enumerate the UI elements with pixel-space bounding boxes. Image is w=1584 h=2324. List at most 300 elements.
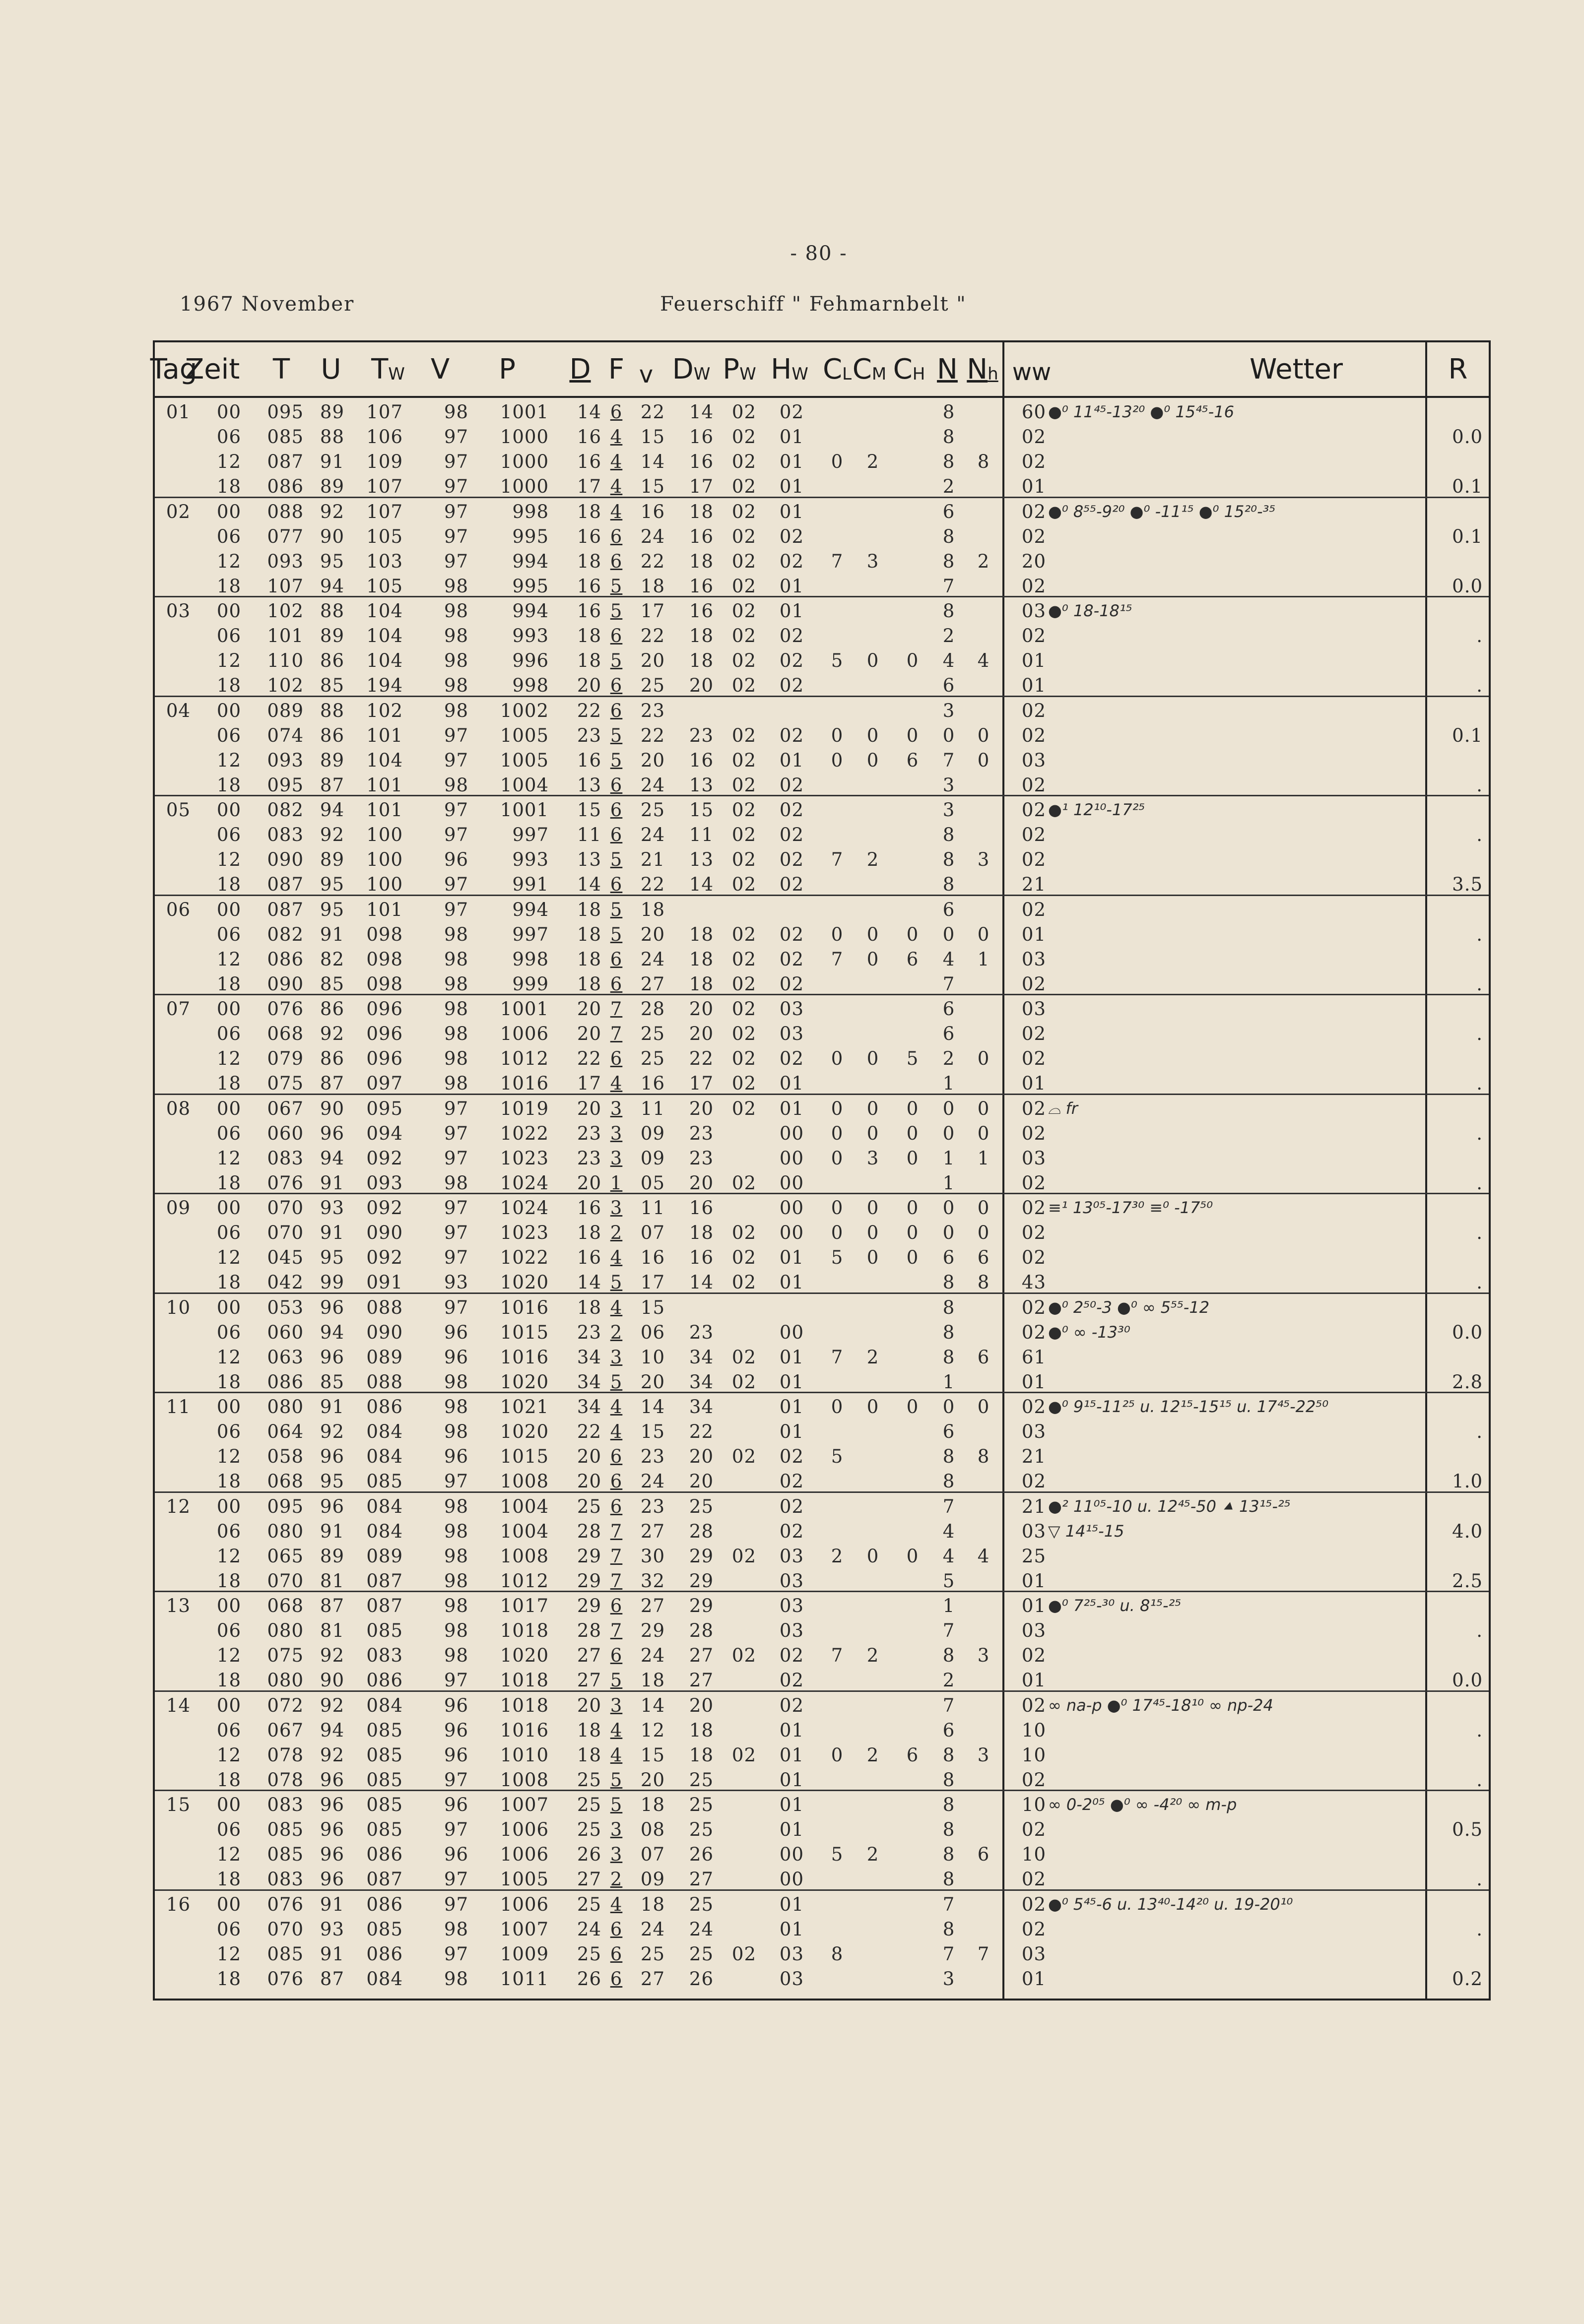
cell-r [1428, 1842, 1483, 1867]
cell-p: 1016 [500, 1073, 549, 1094]
cell-cl [820, 898, 855, 922]
cell-zeit: 12 [216, 1048, 241, 1069]
cell-v: 98 [444, 948, 468, 970]
cell-d: 20 [577, 1172, 601, 1194]
cell-cm [856, 1867, 890, 1892]
cell-n: 6 [942, 899, 955, 920]
cell-v: 98 [444, 650, 468, 671]
cell-u: 91 [320, 1396, 344, 1418]
cell-dw: 23 [689, 724, 714, 746]
cell-r [1428, 1395, 1483, 1420]
table-row [155, 1494, 1489, 1519]
cell-cm [856, 1022, 890, 1046]
cell-nh [966, 699, 1001, 723]
table-row [155, 1768, 1489, 1793]
cell-nh [966, 1892, 1001, 1917]
cell-ch [895, 798, 930, 823]
cell-tw: 109 [366, 451, 403, 472]
cell-t: 060 [267, 1321, 304, 1343]
cell-t: 101 [267, 625, 304, 646]
cell-t: 042 [267, 1272, 304, 1293]
cell-v: 97 [444, 501, 468, 522]
cell-ch [895, 1171, 930, 1196]
cell-cm: 0 [866, 1097, 879, 1119]
cell-f: 4 [610, 1893, 623, 1915]
cell-ww: 43 [1021, 1272, 1046, 1293]
cell-tw: 085 [366, 1719, 403, 1741]
cell-cl: 0 [831, 1122, 844, 1144]
table-row [155, 847, 1489, 872]
cell-pw: 02 [731, 675, 756, 696]
cell-u: 90 [320, 1097, 344, 1119]
cell-t: 080 [267, 1620, 304, 1641]
cell-pw: 02 [731, 948, 756, 970]
cell-hw: 03 [779, 1023, 804, 1044]
cell-cm: 0 [866, 1048, 879, 1069]
cell-r: 0.2 [1452, 1968, 1483, 1990]
cell-tag: 08 [166, 1097, 191, 1119]
cell-n: 8 [942, 1296, 955, 1318]
cell-v: 98 [444, 774, 468, 796]
cell-t: 083 [267, 824, 304, 845]
table-row [155, 1668, 1489, 1693]
cell-v: 22 [640, 625, 665, 646]
table-row [155, 1544, 1489, 1569]
cell-dw: 17 [689, 476, 714, 497]
cell-t: 053 [267, 1296, 304, 1318]
cell-zeit: 06 [216, 1819, 241, 1840]
cell-tw: 087 [366, 1595, 403, 1616]
cell-cl: 0 [831, 1048, 844, 1069]
cell-tw: 085 [366, 1769, 403, 1791]
cell-p: 997 [512, 824, 549, 845]
cell-d: 22 [577, 700, 601, 721]
cell-ch [895, 1345, 930, 1370]
cell-cm [856, 773, 890, 798]
cell-hw: 01 [779, 1744, 804, 1766]
table-row [155, 798, 1489, 823]
cell-tw: 085 [366, 1744, 403, 1766]
cell-pw: 02 [731, 625, 756, 646]
cell-cm [856, 997, 890, 1022]
cell-t: 088 [267, 501, 304, 522]
cell-u: 94 [320, 1321, 344, 1343]
cell-t: 075 [267, 1073, 304, 1094]
cell-hw [749, 699, 804, 723]
cell-n: 8 [942, 600, 955, 622]
cell-dw: 13 [689, 774, 714, 796]
cell-ch [895, 1768, 930, 1793]
cell-zeit: 06 [216, 1918, 241, 1940]
cell-cl [820, 500, 855, 524]
cell-zeit: 06 [216, 724, 241, 746]
cell-cl [820, 798, 855, 823]
cell-f: 5 [610, 1272, 623, 1293]
cell-nh [966, 1171, 1001, 1196]
cell-cl: 7 [831, 550, 844, 572]
cell-nh [966, 1494, 1001, 1519]
table-row [155, 872, 1489, 897]
cell-t: 070 [267, 1222, 304, 1243]
cell-v: 22 [640, 401, 665, 423]
cell-nh: 6 [977, 1844, 990, 1865]
cell-zeit: 18 [216, 1272, 241, 1293]
cell-cl [820, 1370, 855, 1395]
cell-nh [966, 1469, 1001, 1494]
cell-v: 24 [640, 948, 665, 970]
cell-zeit: 00 [216, 501, 241, 522]
cell-u: 85 [320, 675, 344, 696]
cell-ww: 02 [1021, 774, 1046, 796]
day-separator [155, 1690, 1489, 1692]
cell-u: 96 [320, 1869, 344, 1890]
cell-t: 078 [267, 1769, 304, 1791]
cell-v: 15 [640, 476, 665, 497]
cell-d: 18 [577, 923, 601, 945]
cell-cl: 0 [831, 749, 844, 771]
cell-f: 5 [610, 899, 623, 920]
cell-tw: 101 [366, 799, 403, 821]
col-header-zeit: Zeit [185, 353, 240, 386]
cell-f: 6 [610, 1048, 623, 1069]
cell-d: 16 [577, 575, 601, 597]
cell-tw: 084 [366, 1968, 403, 1990]
cell-tw: 107 [366, 401, 403, 423]
cell-ww: 02 [1021, 1247, 1046, 1268]
cell-v: 16 [640, 1073, 665, 1094]
cell-t: 082 [267, 799, 304, 821]
cell-tw: 085 [366, 1918, 403, 1940]
cell-r [1428, 748, 1483, 773]
cell-wetter: ●⁰ 11⁴⁵-13²⁰ ●⁰ 15⁴⁵-16 [1048, 402, 1234, 421]
cell-n: 5 [942, 1570, 955, 1592]
cell-t: 083 [267, 1794, 304, 1815]
cell-r: . [1476, 973, 1483, 995]
cell-d: 25 [577, 1794, 601, 1815]
cell-u: 92 [320, 1645, 344, 1666]
cell-tw: 086 [366, 1844, 403, 1865]
cell-u: 92 [320, 824, 344, 845]
cell-ww: 01 [1021, 1073, 1046, 1094]
cell-wetter: ▽ 14¹⁵-15 [1048, 1521, 1124, 1541]
cell-p: 1018 [500, 1620, 549, 1641]
cell-cm [856, 1270, 890, 1295]
cell-n: 6 [942, 675, 955, 696]
cell-d: 18 [577, 1744, 601, 1766]
cell-hw: 01 [779, 1073, 804, 1094]
cell-tw: 084 [366, 1694, 403, 1716]
cell-v: 23 [640, 700, 665, 721]
col-header-dw: D $_W$ [672, 353, 711, 386]
cell-pw: 02 [731, 650, 756, 671]
cell-d: 20 [577, 1097, 601, 1119]
cell-ch [895, 549, 930, 574]
cell-v: 17 [640, 1272, 665, 1293]
cell-dw: 25 [689, 1943, 714, 1965]
cell-v: 98 [444, 700, 468, 721]
cell-ch: 0 [906, 1122, 919, 1144]
cell-pw: 02 [731, 600, 756, 622]
cell-cl [820, 1892, 855, 1917]
cell-nh [966, 898, 1001, 922]
cell-nh [966, 1370, 1001, 1395]
cell-hw: 02 [779, 1048, 804, 1069]
cell-v: 09 [640, 1147, 665, 1169]
cell-f: 6 [610, 1471, 623, 1492]
cell-cl [820, 1494, 855, 1519]
table-row [155, 1097, 1489, 1121]
cell-tw: 102 [366, 700, 403, 721]
cell-v: 97 [444, 1893, 468, 1915]
cell-pw: 02 [731, 749, 756, 771]
cell-t: 080 [267, 1670, 304, 1691]
cell-ch [895, 1917, 930, 1942]
cell-p: 1023 [500, 1147, 549, 1169]
cell-u: 95 [320, 899, 344, 920]
cell-dw [674, 898, 714, 922]
cell-wetter: ●⁰ ∞ -13³⁰ [1048, 1322, 1130, 1342]
cell-cm [856, 500, 890, 524]
cell-ww: 60 [1021, 401, 1046, 423]
cell-cm [856, 474, 890, 499]
cell-cl: 7 [831, 849, 844, 870]
cell-dw: 22 [689, 1048, 714, 1069]
cell-f: 4 [610, 1421, 623, 1442]
cell-tw: 103 [366, 550, 403, 572]
cell-hw: 00 [779, 1197, 804, 1219]
cell-nh [966, 1793, 1001, 1817]
cell-cl: 5 [831, 1247, 844, 1268]
cell-pw: 02 [731, 1645, 756, 1666]
cell-zeit: 06 [216, 1719, 241, 1741]
cell-ww: 01 [1021, 476, 1046, 497]
cell-tw: 087 [366, 1869, 403, 1890]
col-header-nh: N $_h$ [967, 353, 998, 386]
cell-ww: 02 [1021, 1097, 1046, 1119]
cell-tw: 107 [366, 476, 403, 497]
cell-p: 998 [512, 948, 549, 970]
cell-r [1428, 549, 1483, 574]
cell-tw: 086 [366, 1893, 403, 1915]
cell-t: 083 [267, 1869, 304, 1890]
cell-n: 6 [942, 1719, 955, 1741]
day-separator [155, 1491, 1489, 1493]
cell-ww: 02 [1021, 1396, 1046, 1418]
cell-hw: 01 [779, 1346, 804, 1368]
cell-tw: 105 [366, 575, 403, 597]
cell-u: 92 [320, 1421, 344, 1442]
cell-n: 0 [942, 1396, 955, 1418]
cell-zeit: 00 [216, 1495, 241, 1517]
cell-u: 96 [320, 1769, 344, 1791]
cell-v: 23 [640, 1495, 665, 1517]
col-header-ww: ww [1012, 358, 1052, 386]
cell-u: 88 [320, 700, 344, 721]
cell-pw: 02 [731, 774, 756, 796]
cell-t: 086 [267, 476, 304, 497]
cell-wetter: ●⁰ 7²⁵-³⁰ u. 8¹⁵-²⁵ [1048, 1596, 1182, 1615]
cell-u: 92 [320, 1744, 344, 1766]
cell-u: 96 [320, 1819, 344, 1840]
cell-nh: 0 [977, 749, 990, 771]
cell-hw: 02 [779, 625, 804, 646]
cell-cl [820, 1718, 855, 1743]
cell-ww: 02 [1021, 1122, 1046, 1144]
cell-cm [856, 1917, 890, 1942]
cell-p: 1001 [500, 401, 549, 423]
cell-cl [820, 1618, 855, 1643]
cell-r: . [1476, 1222, 1483, 1243]
cell-r [1428, 798, 1483, 823]
col-header-t: T [272, 353, 290, 386]
cell-f: 1 [610, 1172, 623, 1194]
cell-cl [820, 524, 855, 549]
cell-cm [856, 1892, 890, 1917]
cell-p: 1006 [500, 1893, 549, 1915]
cell-d: 16 [577, 600, 601, 622]
cell-hw: 00 [779, 1321, 804, 1343]
cell-f: 3 [610, 1844, 623, 1865]
cell-zeit: 06 [216, 1222, 241, 1243]
table-row [155, 648, 1489, 673]
cell-hw: 03 [779, 998, 804, 1020]
cell-u: 81 [320, 1570, 344, 1592]
cell-pw: 02 [731, 401, 756, 423]
cell-zeit: 18 [216, 1172, 241, 1194]
cell-ch [895, 1370, 930, 1395]
cell-d: 11 [577, 824, 601, 845]
cell-zeit: 18 [216, 1570, 241, 1592]
cell-f: 3 [610, 1197, 623, 1219]
cell-cl: 7 [831, 948, 844, 970]
col-header-tag: Tag [150, 353, 198, 386]
cell-zeit: 18 [216, 774, 241, 796]
cell-zeit: 12 [216, 948, 241, 970]
cell-dw: 17 [689, 1073, 714, 1094]
cell-u: 92 [320, 1694, 344, 1716]
table-row [155, 898, 1489, 922]
cell-zeit: 00 [216, 401, 241, 423]
cell-cl [820, 1967, 855, 1992]
cell-r [1428, 1743, 1483, 1768]
table-row [155, 1295, 1489, 1320]
table-row [155, 500, 1489, 524]
cell-t: 072 [267, 1694, 304, 1716]
cell-dw: 23 [689, 1147, 714, 1169]
cell-tw: 092 [366, 1247, 403, 1268]
cell-v: 98 [444, 625, 468, 646]
cell-r: . [1476, 1073, 1483, 1094]
cell-ww: 02 [1021, 1819, 1046, 1840]
cell-tw: 084 [366, 1421, 403, 1442]
cell-cm [856, 624, 890, 648]
cell-ch [895, 1444, 930, 1469]
cell-pw: 02 [731, 575, 756, 597]
cell-nh: 0 [977, 1197, 990, 1219]
cell-cl [820, 1320, 855, 1345]
cell-v: 22 [640, 724, 665, 746]
cell-r: . [1476, 1272, 1483, 1293]
cell-f: 4 [610, 476, 623, 497]
cell-nh [966, 1768, 1001, 1793]
cell-cl [820, 1569, 855, 1594]
cell-d: 27 [577, 1645, 601, 1666]
cell-tw: 107 [366, 501, 403, 522]
cell-nh [966, 1295, 1001, 1320]
cell-hw: 01 [779, 501, 804, 522]
cell-u: 89 [320, 401, 344, 423]
cell-u: 95 [320, 1471, 344, 1492]
cell-ww: 21 [1021, 1495, 1046, 1517]
cell-cl [820, 1519, 855, 1544]
cell-cl [820, 997, 855, 1022]
cell-ch [895, 773, 930, 798]
cell-d: 28 [577, 1620, 601, 1641]
cell-dw: 16 [689, 749, 714, 771]
cell-r: 0.0 [1452, 575, 1483, 597]
day-separator [155, 795, 1489, 796]
cell-v: 27 [640, 1520, 665, 1542]
cell-v: 98 [444, 998, 468, 1020]
cell-cm [856, 972, 890, 997]
cell-r [1428, 1196, 1483, 1221]
cell-cm [856, 1793, 890, 1817]
cell-dw: 16 [689, 426, 714, 448]
cell-t: 110 [267, 650, 304, 671]
cell-u: 87 [320, 1595, 344, 1616]
cell-dw: 18 [689, 550, 714, 572]
cell-f: 2 [610, 1321, 623, 1343]
cell-p: 997 [512, 923, 549, 945]
cell-p: 1006 [500, 1023, 549, 1044]
cell-pw: 02 [731, 1744, 756, 1766]
cell-n: 1 [942, 1147, 955, 1169]
cell-n: 8 [942, 401, 955, 423]
cell-pw: 02 [731, 1346, 756, 1368]
cell-ch [895, 1022, 930, 1046]
cell-cl [820, 823, 855, 847]
cell-nh [966, 599, 1001, 624]
cell-t: 082 [267, 923, 304, 945]
cell-f: 4 [610, 501, 623, 522]
cell-dw: 20 [689, 1172, 714, 1194]
cell-d: 25 [577, 1495, 601, 1517]
cell-d: 22 [577, 1421, 601, 1442]
cell-v: 97 [444, 426, 468, 448]
cell-cm [856, 599, 890, 624]
cell-v: 97 [444, 1471, 468, 1492]
cell-zeit: 18 [216, 973, 241, 995]
cell-v: 11 [640, 1097, 665, 1119]
cell-v: 22 [640, 550, 665, 572]
cell-ww: 02 [1021, 799, 1046, 821]
cell-d: 25 [577, 1769, 601, 1791]
cell-ch [895, 400, 930, 425]
cell-tw: 090 [366, 1321, 403, 1343]
cell-v: 25 [640, 1023, 665, 1044]
cell-v: 97 [444, 476, 468, 497]
cell-v: 97 [444, 1147, 468, 1169]
table-row [155, 1743, 1489, 1768]
cell-dw: 18 [689, 501, 714, 522]
cell-p: 1016 [500, 1346, 549, 1368]
cell-pw: 02 [731, 1247, 756, 1268]
cell-v: 10 [640, 1346, 665, 1368]
col-header-p: P [499, 353, 516, 386]
cell-cl [820, 599, 855, 624]
cell-dw: 28 [689, 1520, 714, 1542]
cell-v: 96 [444, 1844, 468, 1865]
